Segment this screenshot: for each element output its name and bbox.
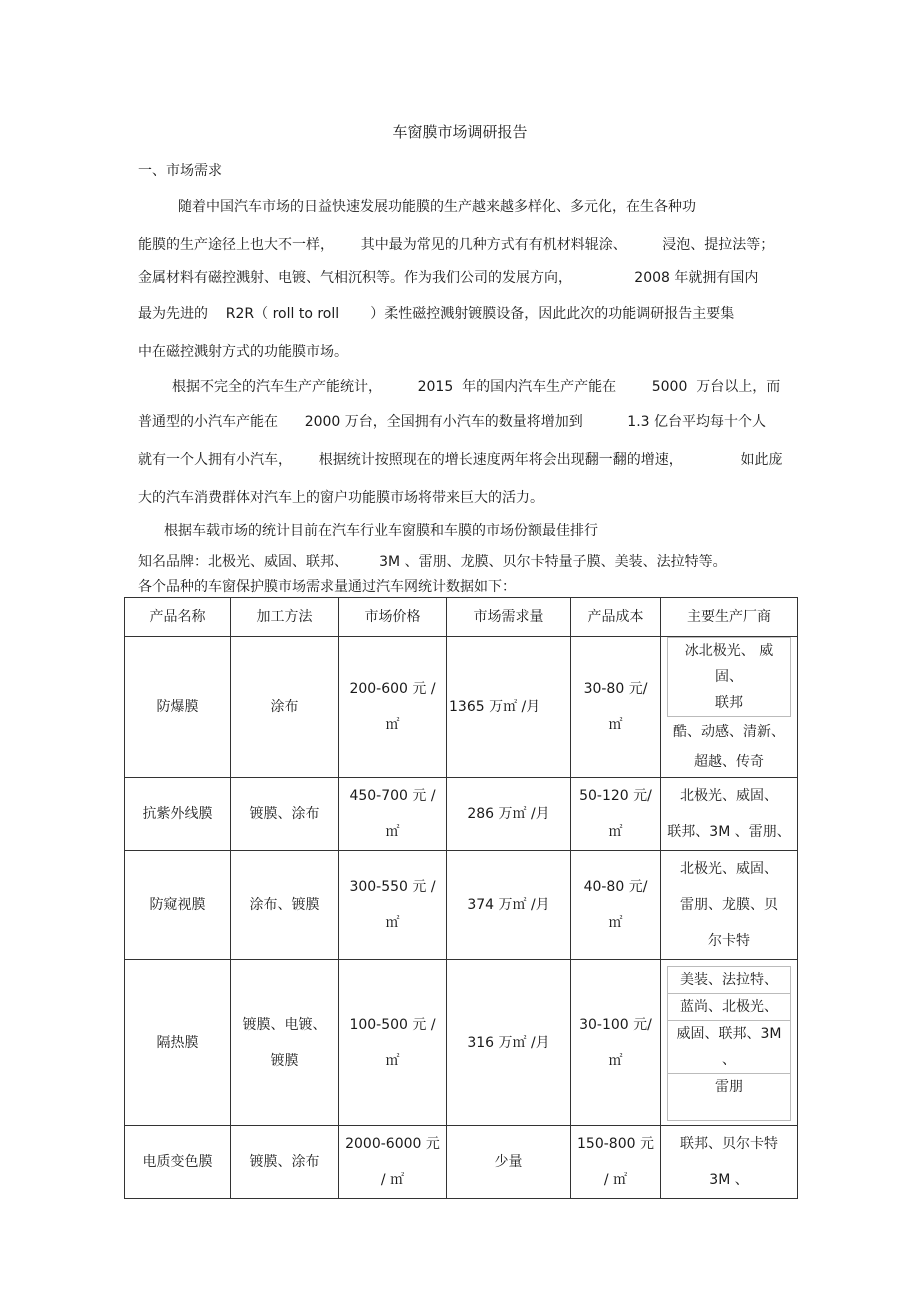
table-row xyxy=(125,851,798,960)
method-line: 涂布、镀膜 xyxy=(249,897,320,913)
para1-line-3: 金属材料有磁控溅射、电镀、气相沉积等。作为我们公司的发展方向， 2008 年就拥有国内 xyxy=(138,270,759,286)
header-cell: 市场价格 xyxy=(339,598,447,637)
price-cell xyxy=(339,851,447,960)
para2-line-2: 普通型的小汽车产能在 2000 万台，全国拥有小汽车的数量将增加到 1.3 亿台平均每十个人 xyxy=(138,414,766,430)
table-row xyxy=(125,960,798,1126)
header-cell: 产品名称 xyxy=(125,598,231,637)
para2-line-1: 根据不完全的汽车生产产能统计， 2015 年的国内汽车生产产能在 5000 万台以上，而 xyxy=(172,379,781,395)
header-cell: 市场需求量 xyxy=(447,598,571,637)
product-table xyxy=(124,597,798,1199)
method-line: 镀膜 xyxy=(270,1052,299,1069)
method-line: 镀膜、电镀、 xyxy=(242,1016,327,1033)
demand-cell: 少量 xyxy=(447,1126,571,1199)
manufacturer-line: 北极光、威固、 xyxy=(680,861,778,877)
manufacturer-box xyxy=(667,966,791,993)
price-unit: ㎡ xyxy=(385,1052,400,1069)
price-unit: ㎡ xyxy=(385,824,400,840)
price-cell xyxy=(339,637,447,778)
manufacturer-line: 美装、法拉特、 xyxy=(680,972,778,988)
product-name-cell: 防爆膜 xyxy=(125,637,231,778)
demand-cell: 1365 万㎡ /月 xyxy=(447,637,571,778)
cost-unit: ㎡ xyxy=(608,824,623,840)
para3: 根据车载市场的统计目前在汽车行业车窗膜和车膜的市场份额最佳排行 xyxy=(164,523,598,539)
para1-line-1: 随着中国汽车市场的日益快速发展功能膜的生产越来越多样化、多元化，在生各种功 xyxy=(178,199,696,215)
method-cell xyxy=(231,960,339,1126)
demand-cell: 286 万㎡ /月 xyxy=(447,778,571,851)
doc-title: 车窗膜市场调研报告 xyxy=(392,123,528,141)
price-cell xyxy=(339,960,447,1126)
header-cell: 加工方法 xyxy=(231,598,339,637)
cost-line: 50-120 元/ xyxy=(579,788,652,804)
method-line: 涂布 xyxy=(270,699,299,715)
price-unit: / ㎡ xyxy=(380,1172,405,1188)
price-cell xyxy=(339,1126,447,1199)
cost-line: 40-80 元/ xyxy=(583,879,648,895)
cost-line: 30-100 元/ xyxy=(579,1016,652,1033)
method-cell xyxy=(231,851,339,960)
price-line: 100-500 元 / xyxy=(349,1016,436,1033)
cost-cell xyxy=(571,960,661,1126)
manufacturer-cell xyxy=(661,851,798,960)
manufacturer-box xyxy=(667,993,791,1020)
manufacturer-box xyxy=(667,1073,791,1121)
table-row xyxy=(125,1126,798,1199)
manufacturer-line: 联邦 xyxy=(715,695,743,711)
cost-cell xyxy=(571,1126,661,1199)
brands-line: 知名品牌：北极光、威固、联邦、 3M 、雷朋、龙膜、贝尔卡特量子膜、美装、法拉特等。 xyxy=(138,554,727,570)
table-header-row xyxy=(125,598,798,637)
table-row xyxy=(125,778,798,851)
manufacturer-cell xyxy=(661,778,798,851)
para1-line-4: 最为先进的 R2R（ roll to roll ）柔性磁控溅射镀膜设备，因此此次的功能调研报告主要集 xyxy=(138,306,735,322)
manufacturer-cell xyxy=(661,960,798,1126)
para2-line-4: 大的汽车消费群体对汽车上的窗户功能膜市场将带来巨大的活力。 xyxy=(138,490,544,506)
manufacturer-line: 联邦、3M 、雷朋、 xyxy=(667,824,791,840)
table-row xyxy=(125,637,798,778)
table-intro: 各个品种的车窗保护膜市场需求量通过汽车网统计数据如下： xyxy=(138,579,516,595)
method-line: 镀膜、涂布 xyxy=(249,806,320,822)
manufacturer-cell xyxy=(661,637,798,778)
section-heading: 一、市场需求 xyxy=(138,163,222,179)
manufacturer-line: 冰北极光、 威固、 xyxy=(684,643,774,685)
para1-line-5: 中在磁控溅射方式的功能膜市场。 xyxy=(138,344,348,360)
product-name-cell: 电质变色膜 xyxy=(125,1126,231,1199)
manufacturer-line: 3M 、 xyxy=(709,1172,749,1188)
method-line: 镀膜、涂布 xyxy=(249,1154,320,1170)
header-cell: 产品成本 xyxy=(571,598,661,637)
cost-unit: ㎡ xyxy=(608,1052,623,1069)
method-cell xyxy=(231,778,339,851)
cost-cell xyxy=(571,778,661,851)
cost-unit: / ㎡ xyxy=(603,1172,628,1188)
para2-line-3: 就有一个人拥有小汽车， 根据统计按照现在的增长速度两年将会出现翻一翻的增速， 如此庞 xyxy=(138,452,783,468)
header-cell: 主要生产厂商 xyxy=(661,598,798,637)
manufacturer-line: 酷、动感、清新、 xyxy=(673,724,785,740)
cost-line: 30-80 元/ xyxy=(583,681,648,697)
product-name-cell: 抗紫外线膜 xyxy=(125,778,231,851)
method-cell xyxy=(231,1126,339,1199)
demand-cell: 374 万㎡ /月 xyxy=(447,851,571,960)
manufacturer-line: 雷朋、龙膜、贝 xyxy=(680,897,778,913)
cost-cell xyxy=(571,851,661,960)
manufacturer-line: 蓝尚、北极光、 xyxy=(680,999,778,1015)
price-unit: ㎡ xyxy=(385,717,400,733)
manufacturer-line: 联邦、贝尔卡特 xyxy=(680,1136,778,1152)
price-cell xyxy=(339,778,447,851)
manufacturer-box xyxy=(667,1020,791,1073)
demand-cell: 316 万㎡ /月 xyxy=(447,960,571,1126)
cost-unit: ㎡ xyxy=(608,915,623,931)
manufacturer-line: 威固、联邦、3M 、 xyxy=(676,1026,782,1068)
method-cell xyxy=(231,637,339,778)
product-name-cell: 防窥视膜 xyxy=(125,851,231,960)
price-line: 300-550 元 / xyxy=(349,879,436,895)
manufacturer-line: 北极光、威固、 xyxy=(680,788,778,804)
cost-line: 150-800 元 xyxy=(577,1136,654,1152)
price-line: 200-600 元 / xyxy=(349,681,436,697)
product-name-cell: 隔热膜 xyxy=(125,960,231,1126)
price-line: 2000-6000 元 xyxy=(345,1136,440,1152)
cost-unit: ㎡ xyxy=(608,717,623,733)
manufacturer-line: 雷朋 xyxy=(715,1079,743,1095)
manufacturer-box xyxy=(667,637,791,717)
cost-cell xyxy=(571,637,661,778)
price-line: 450-700 元 / xyxy=(349,788,436,804)
manufacturer-cell xyxy=(661,1126,798,1199)
manufacturer-line: 超越、传奇 xyxy=(694,754,764,770)
price-unit: ㎡ xyxy=(385,915,400,931)
para1-line-2: 能膜的生产途径上也大不一样， 其中最为常见的几种方式有有机材料辊涂、 浸泡、提拉法等； xyxy=(138,237,775,253)
manufacturer-line: 尔卡特 xyxy=(708,933,750,949)
